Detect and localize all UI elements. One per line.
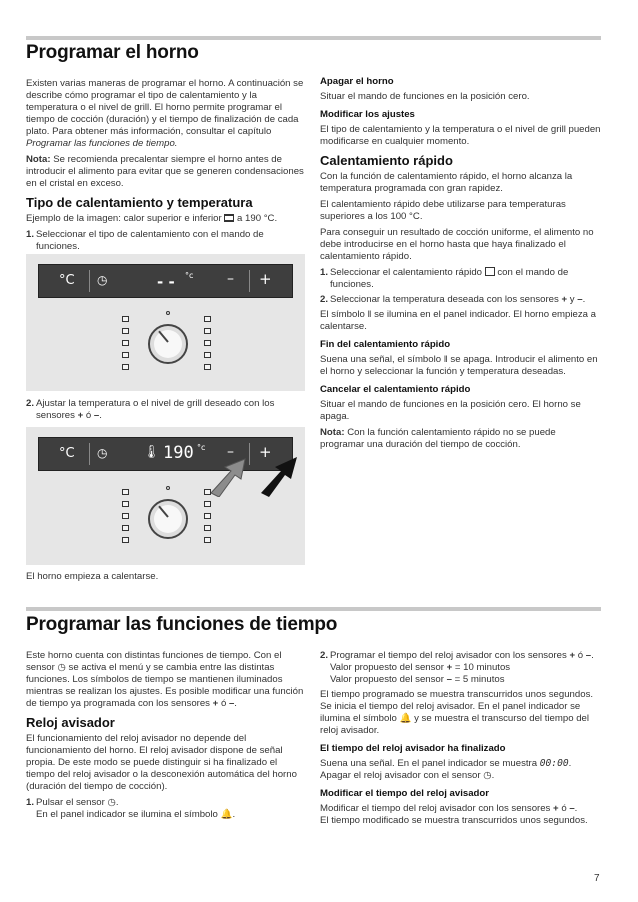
fn-icon <box>204 316 211 322</box>
step-2: 2. Ajustar la temperatura o el nivel de grill deseado con los sensores + ó –. <box>26 398 275 421</box>
zero-position-dot <box>166 311 170 315</box>
left-column-1 <box>26 78 306 256</box>
thermometer-icon: 🌡 <box>143 445 160 460</box>
right-column-2: 2. Programar el tiempo del reloj avisador con los sensores + ó –. Valor propuesto del sensor + = 10 minutos Valor propuesto del sensor – = 5 minutos El tiempo programado se muestra transcurridos unos segundos. Se inicia el tiempo del reloj avisador. En el panel indicador se ilumina el símbolo 🔔 y se muestra el transcurso del tiempo del reloj avisador. El tiempo del reloj avisador ha finalizado Suena una señal. En el panel indicador se muestra 00:00. Apagar el reloj avisador con el sensor ◷. Modificar el tiempo del reloj avisador Modificar el tiempo del reloj avisador con los sensores + ó –. El tiempo modificado se muestra transcurridos unos segundos. <box>320 650 602 831</box>
fn-icon <box>122 340 129 346</box>
plus-sensor[interactable]: + <box>259 270 272 288</box>
minus-sensor[interactable]: – <box>227 444 234 460</box>
temp-display: 190 <box>163 443 194 463</box>
function-dial-1 <box>118 306 218 386</box>
heading-modificar: Modificar los ajustes <box>320 109 415 120</box>
reloj-step-1: 1. Pulsar el sensor ◷. En el panel indicador se ilumina el símbolo 🔔. <box>26 797 236 820</box>
heat-symbol-icon <box>224 214 234 222</box>
plus-sensor[interactable]: + <box>259 443 272 461</box>
zero-position-dot <box>166 486 170 490</box>
intro-paragraph: Existen varias maneras de programar el horno. A continuación se describe cómo programar el tipo de calentamiento y la temperatura o el nivel de grill. El horno permite programar el tiempo de cocción (duración) y el tiempo de finalización de cada plato. Para obtener más información, consultar el capítulo Programar las funciones de tiempo. <box>26 78 304 149</box>
heading-apagar: Apagar el horno <box>320 76 394 87</box>
fn-icon <box>122 328 129 334</box>
fn-icon <box>122 364 129 370</box>
control-panel-2: °C ◷ 🌡 190 °c – + <box>38 437 293 471</box>
section-rule <box>26 607 601 611</box>
bell-icon: 🔔 <box>399 713 412 724</box>
intro-link: Programar las funciones de tiempo. <box>26 138 178 149</box>
nota-paragraph: Nota: Se recomienda precalentar siempre el horno antes de introducir el alimento para evitar que se generen condensaciones en el cristal en exceso. <box>26 154 304 189</box>
clock-icon: ◷ <box>57 662 66 673</box>
function-knob[interactable] <box>148 499 188 539</box>
fn-icon <box>204 352 211 358</box>
heading-fin-reloj: El tiempo del reloj avisador ha finalizado <box>320 743 506 754</box>
step-2-block <box>26 398 306 425</box>
heading-tipo: Tipo de calentamiento y temperatura <box>26 195 253 210</box>
oven-figure-1 <box>26 254 305 391</box>
page-number: 7 <box>594 873 600 884</box>
fn-icon <box>204 340 211 346</box>
heading-fin: Fin del calentamiento rápido <box>320 339 451 350</box>
function-knob[interactable] <box>148 324 188 364</box>
right-column-1: Apagar el horno Situar el mando de funciones en la posición cero. Modificar los ajustes El tipo de calentamiento y la temperatura o el nivel de grill pueden modificarse en cualquier momento. Calentamiento rápido Con la función de calentamiento rápido, el horno alcanza la temperatura programada con gran rapidez. El calentamiento rápido debe utilizarse para temperaturas superiores a los 100 °C. Para conseguir un resultado de cocción uniforme, el alimento no debe introducirse en el horno hasta que haya finalizado el calentamiento rápido. 1. Seleccionar el calentamiento rápido con el mando de funciones. 2. Seleccionar la temperatura deseada con los sensores + y –. El símbolo ǁ se ilumina en el panel indicador. El horno empieza a calentarse. Fin del calentamiento rápido Suena una señal, el símbolo ǁ se apaga. Introducir el alimento en el horno y seleccionar la función y temperatura deseadas. Cancelar el calentamiento rápido Situar el mando de funciones en la posición cero. El horno se apaga. Nota: Con la función calentamiento rápido no se puede programar una duración del tiempo de cocción. <box>320 76 601 450</box>
step-1: 1. Seleccionar el tipo de calentamiento con el mando de funciones. <box>26 229 264 252</box>
section-title-funciones-tiempo: Programar las funciones de tiempo <box>26 614 338 635</box>
tipo-example: Ejemplo de la imagen: calor superior e inferior a 190 °C. <box>26 213 278 224</box>
rapido-step-2: 2. Seleccionar la temperatura deseada con los sensores + y –. <box>320 294 586 305</box>
heading-cancelar: Cancelar el calentamiento rápido <box>320 384 471 395</box>
after-figure: El horno empieza a calentarse. <box>26 571 159 582</box>
heading-modificar-reloj: Modificar el tiempo del reloj avisador <box>320 788 490 799</box>
section-title-programar-horno: Programar el horno <box>26 42 199 63</box>
arrow-plus-icon <box>261 457 297 497</box>
clock-icon[interactable]: ◷ <box>97 446 108 460</box>
control-panel-1: °C ◷ - - °c – + <box>38 264 293 298</box>
celsius-sensor[interactable]: °C <box>59 446 75 461</box>
rapido-step-1: 1. Seleccionar el calentamiento rápido con el mando de funciones. <box>320 267 569 290</box>
clock-icon[interactable]: ◷ <box>97 273 108 287</box>
function-dial-2 <box>118 481 218 561</box>
fast-heat-icon <box>485 267 495 276</box>
oven-figure-2 <box>26 427 305 565</box>
timer-display: 00:00 <box>539 758 569 769</box>
minus-sensor[interactable]: – <box>227 271 234 287</box>
left-column-2: Este horno cuenta con distintas funciones de tiempo. Con el sensor ◷ se activa el menú y se cambia entre las distintas funciones. Los símbolos de tiempo se mantienen iluminados mientras se realizan los ajustes. Es posible modificar una función de tiempo ya programada con los sensores + ó –. Reloj avisador El funcionamiento del reloj avisador no depende del funcionamiento del horno. El reloj avisador dispone de señal propia. De este modo se puede distinguir si ha finalizado el tiempo del reloj avisador o la desconexión automática del horno (duración del tiempo de cocción). 1. Pulsar el sensor ◷. En el panel indicador se ilumina el símbolo 🔔. <box>26 650 306 824</box>
fn-icon <box>122 352 129 358</box>
celsius-sensor[interactable]: °C <box>59 273 75 288</box>
fn-icon <box>122 316 129 322</box>
section-rule <box>26 36 601 40</box>
bell-icon: 🔔 <box>220 809 233 820</box>
fast-heat-thermo-icon: ǁ <box>443 354 448 365</box>
temp-display: - - <box>157 273 175 291</box>
reloj-step-2: 2. Programar el tiempo del reloj avisador con los sensores + ó –. Valor propuesto del sensor + = 10 minutos Valor propuesto del sensor – = 5 minutos <box>320 650 594 685</box>
fast-heat-thermo-icon: ǁ <box>367 309 372 320</box>
heading-reloj: Reloj avisador <box>26 715 115 730</box>
clock-icon: ◷ <box>107 797 116 808</box>
fn-icon <box>204 364 211 370</box>
clock-icon: ◷ <box>483 770 492 781</box>
heading-rapido: Calentamiento rápido <box>320 153 453 168</box>
fn-icon <box>204 328 211 334</box>
